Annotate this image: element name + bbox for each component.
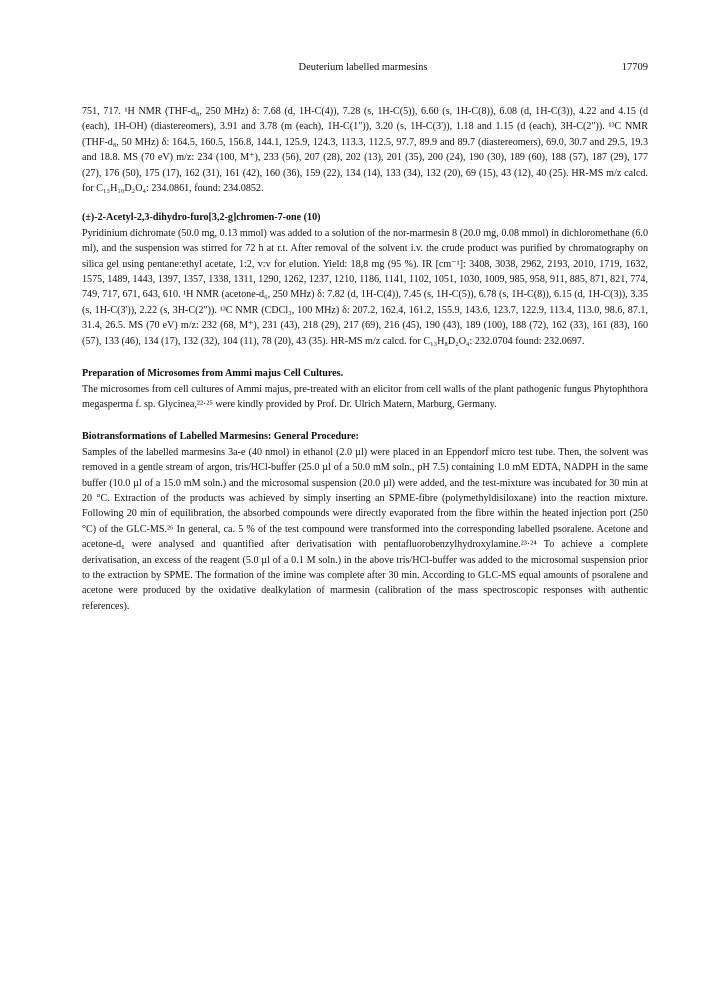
paragraph-spectral-data: 751, 717. ¹H NMR (THF-d₈, 250 MHz) δ: 7.68 (d, 1H-C(4)), 7.28 (s, 1H-C(5)), 6.60 (s, 1H-C(8)), 6.08 (d, 1H-C(3)), 4.22 and 4.15 (d (each), 1H-OH) (diastereomers), 3.91 and 3.78 (m (each), 1H-C(1")), 3.20 (s, 1H-C(3')), 1.18 and 1.15 (d (each), 3H-C(2")). ¹³C NMR (THF-d₈, 50 MHz) δ: 164.5, 160.5, 156.8, 144.1, 125.9, 124.3, 113.3, 112.5, 97.7, 89.9 and 89.7 (diastereomers), 69.0, 30.7 and 29.5, 19.3 and 18.8. MS (70 eV) m/z: 234 (100, M⁺), 233 (56), 207 (28), 202 (13), 201 (35), 200 (24), 190 (30), 189 (60), 188 (57), 187 (29), 177 (27), 176 (50), 175 (17), 162 (31), 161 (42), 160 (36), 159 (22), 134 (14), 133 (34), 132 (20), 69 (15), 43 (12), 40 (25). HR-MS m/z calcd. for C₁₃H₁₀D₂O₄: 234.0861, found: 234.0852.: [82, 106, 648, 195]
page-header: [78, 62, 648, 78]
section-title-biotransformations: Biotransformations of Labelled Marmesins: General Procedure:: [82, 431, 359, 443]
page-number: 17709: [621, 62, 648, 73]
main-text: [82, 104, 648, 614]
paragraph-microsomes: The microsomes from cell cultures of Ammi majus, pre-treated with an elicitor from cell walls of the plant pathogenic fungus Phytophthora megasperma f. sp. Glycinea,²²·²⁵ were kindly provided by Prof. Dr. Ulrich Matern, Marburg, Germany.: [82, 383, 648, 410]
section-title-acetyl-furochromenone: (±)-2-Acetyl-2,3-dihydro-furo[3,2-g]chromen-7-one (10): [82, 212, 321, 224]
paragraph-biotransformations: Samples of the labelled marmesins 3a-e (40 nmol) in ethanol (2.0 µl) were placed in an Eppendorf micro test tube. Then, the solvent was removed in a gentle stream of argon, tris/HCl-buffer (25.0 µl of a 50.0 mM soln., pH 7.5) containing 1.0 mM EDTA, NADPH in the same buffer (10.0 µl of a 15.0 mM soln.) and the microsomal suspension (20.0 µl) were added, and the test-mixture was incubated for 30 min at 20 °C. Extraction of the products was achieved by simply inserting an SPME-fibre (polymethyldisiloxane) into the reaction mixture. Following 20 min of equilibration, the absorbed compounds were directly evaporated from the fibre within the heated injection port (250 °C) of the GLC-MS.²⁶ In general, ca. 5 % of the test compound were transformed into the corresponding labelled psoralene. Acetone and acetone-d₆ were analysed and quantified after derivatisation with pentafluorobenzylhydroxylamine.²³·²⁴ To achieve a complete derivatisation, an excess of the reagent (5.0 µl of a 0.1 M soln.) in the above tris/HCl-buffer was added to the microsomal suspension prior to the extraction by SPME. The formation of the imine was complete after 30 min. According to GLC-MS equal amounts of psoralene and acetone were produced by the oxidative dealkylation of marmesin (calibration of the mass spectroscopic responses with authentic references).: [82, 446, 648, 612]
paragraph-acetyl-furochromenone: Pyridinium dichromate (50.0 mg, 0.13 mmol) was added to a solution of the nor-marmesin 8 (20.0 mg, 0.08 mmol) in dichloromethane (6.0 ml), and the suspension was stirred for 72 h at r.t. After removal of the solvent i.v. the crude product was purified by chromatography on silica gel using pentane:ethyl acetate, 1:2, v:v for elution. Yield: 18,8 mg (95 %). IR [cm⁻¹]: 3408, 3038, 2962, 2193, 2010, 1719, 1632, 1575, 1489, 1443, 1397, 1357, 1338, 1311, 1290, 1262, 1237, 1210, 1186, 1141, 1102, 1051, 1030, 1009, 985, 958, 911, 885, 871, 821, 774, 749, 717, 671, 643, 610. ¹H NMR (acetone-d₆, 250 MHz) δ: 7.82 (d, 1H-C(4)), 7.45 (s, 1H-C(5)), 6.78 (s, 1H-C(8)), 6.15 (d, 1H-C(3)), 3.35 (s, 1H-C(3')), 2.22 (s, 3H-C(2")). ¹³C NMR (CDCl₃, 100 MHz) δ: 207.2, 162.4, 161.2, 155.9, 143.6, 123.7, 122.9, 113.4, 113.0, 98.6, 87.1, 31.4, 26.5. MS (70 eV) m/z: 232 (68, M⁺), 231 (43), 218 (29), 217 (69), 216 (45), 190 (43), 189 (100), 188 (72), 162 (33), 161 (83), 160 (57), 133 (46), 134 (17), 132 (32), 104 (11), 78 (20), 43 (35). HR-MS m/z calcd. for C₁₃H₈D₂O₄: 232.0704 found: 232.0697.: [82, 227, 648, 347]
running-title: Deuterium labelled marmesins: [298, 62, 428, 73]
section-title-microsomes: Preparation of Microsomes from Ammi majus Cell Cultures.: [82, 368, 344, 380]
